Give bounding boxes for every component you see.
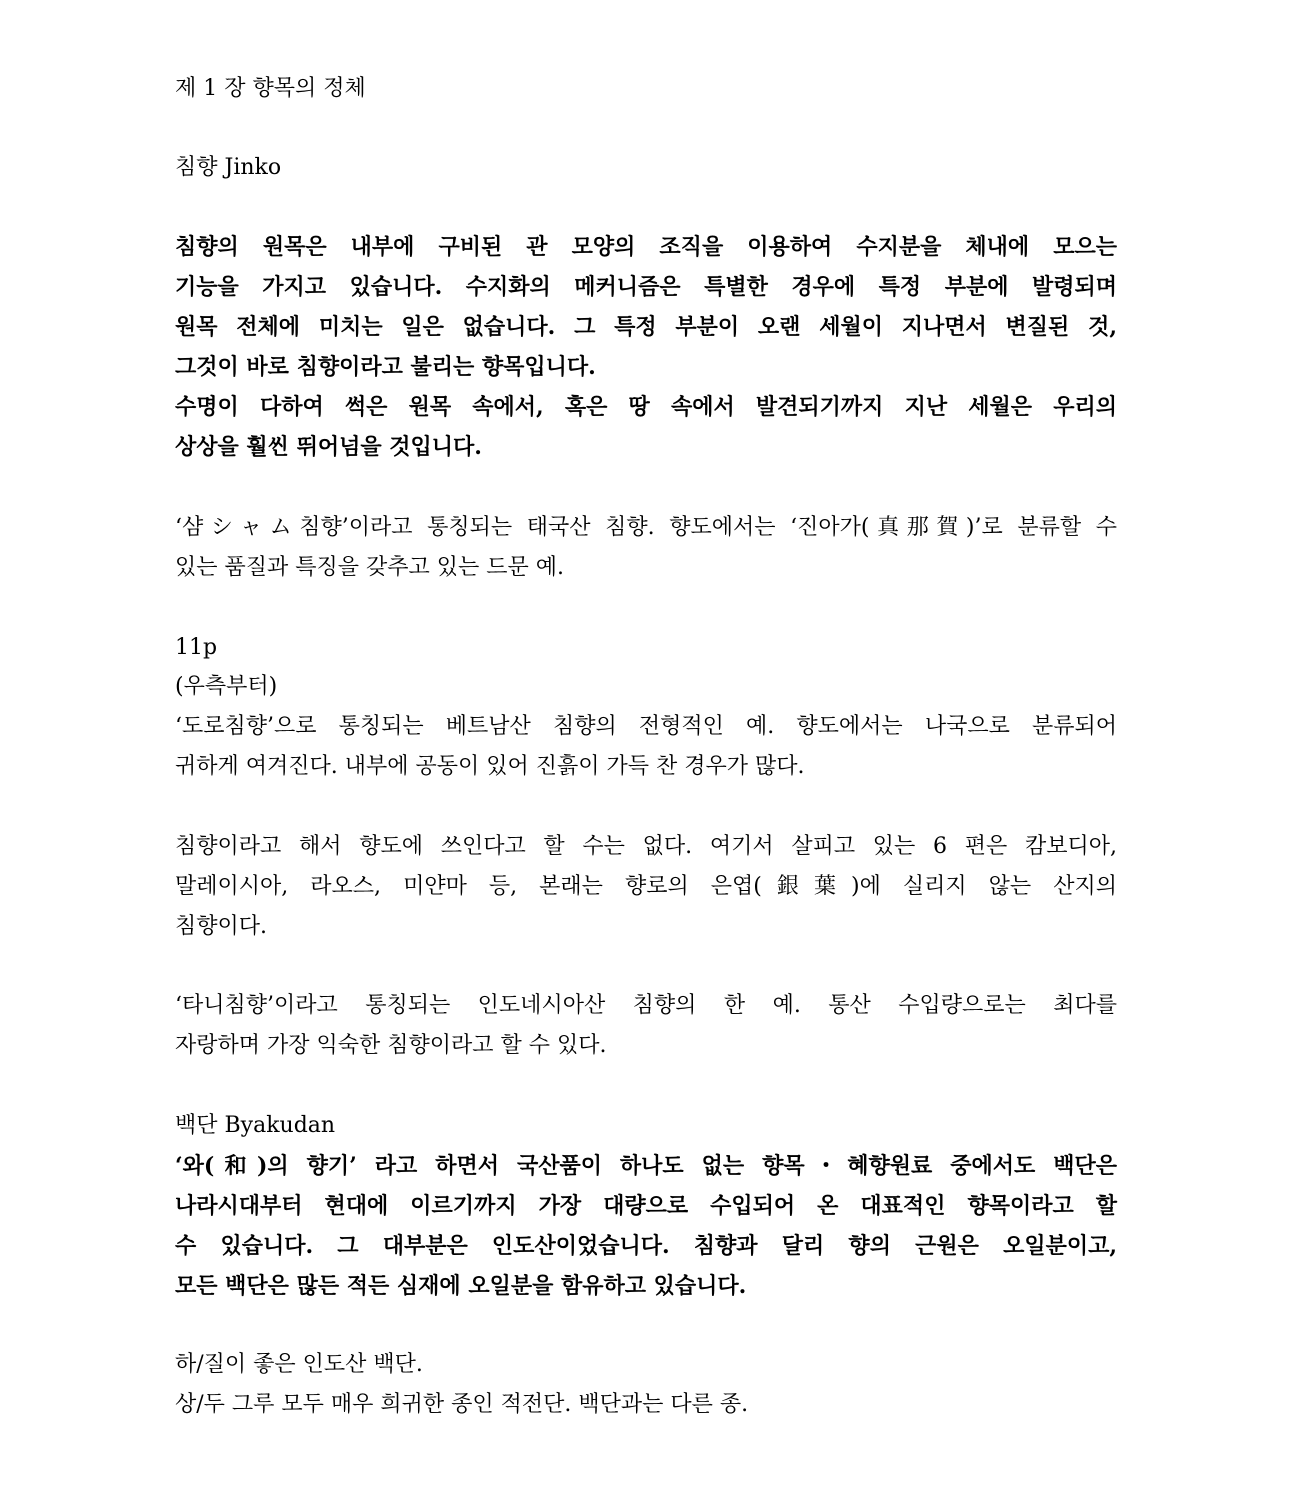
paragraph-line: 그것이 바로 침향이라고 불리는 향목입니다. (175, 354, 596, 380)
page-reference: 11p (175, 635, 218, 660)
paragraph-line: 기능을 가지고 있습니다. 수지화의 메커니즘은 특별한 경우에 특정 부분에 발령되며 (175, 274, 1117, 300)
chapter-title: 제 1 장 향목의 정체 (175, 76, 366, 101)
jinko-heading: 침향 Jinko (175, 155, 282, 180)
order-note: (우측부터) (175, 674, 278, 699)
paragraph-line: 모든 백단은 많든 적든 심재에 오일분을 함유하고 있습니다. (175, 1273, 747, 1299)
byakudan-heading: 백단 Byakudan (175, 1113, 336, 1138)
paragraph-line: 귀하게 여겨진다. 내부에 공동이 있어 진흙이 가득 찬 경우가 많다. (175, 754, 805, 779)
paragraph-line: 상상을 훨씬 뛰어넘을 것입니다. (175, 434, 482, 460)
paragraph-line: ‘샴シャム침향’이라고 통칭되는 태국산 침향. 향도에서는 ‘진아가(真那賀)’로 분류할 수 (175, 515, 1117, 540)
paragraph-line: 침향이라고 해서 향도에 쓰인다고 할 수는 없다. 여기서 살피고 있는 6 편은 캄보디아, (175, 834, 1117, 859)
paragraph-line: 말레이시아, 라오스, 미얀마 등, 본래는 향로의 은엽(銀葉)에 실리지 않는 산지의 (175, 874, 1117, 899)
paragraph-line: 나라시대부터 현대에 이르기까지 가장 대량으로 수입되어 온 대표적인 향목이라고 할 (175, 1193, 1117, 1219)
caption-line: 하/질이 좋은 인도산 백단. (175, 1352, 423, 1377)
paragraph-line: 수 있습니다. 그 대부분은 인도산이었습니다. 침향과 달리 향의 근원은 오일분이고, (175, 1233, 1117, 1259)
caption-line: 상/두 그루 모두 매우 희귀한 종인 적전단. 백단과는 다른 종. (175, 1392, 749, 1417)
paragraph-line: ‘도로침향’으로 통칭되는 베트남산 침향의 전형적인 예. 향도에서는 나국으로 분류되어 (175, 714, 1117, 739)
paragraph-line: 수명이 다하여 썩은 원목 속에서, 혹은 땅 속에서 발견되기까지 지난 세월은 우리의 (175, 394, 1117, 420)
paragraph-line: 있는 품질과 특징을 갖추고 있는 드문 예. (175, 555, 564, 580)
paragraph-line: ‘타니침향’이라고 통칭되는 인도네시아산 침향의 한 예. 통산 수입량으로는 최다를 (175, 993, 1117, 1018)
paragraph-line: 침향의 원목은 내부에 구비된 관 모양의 조직을 이용하여 수지분을 체내에 모으는 (175, 234, 1117, 260)
paragraph-line: ‘와(和)의 향기’ 라고 하면서 국산품이 하나도 없는 향목・혜향원료 중에서도 백단은 (175, 1153, 1117, 1179)
paragraph-line: 원목 전체에 미치는 일은 없습니다. 그 특정 부분이 오랜 세월이 지나면서 변질된 것, (175, 314, 1117, 340)
paragraph-line: 침향이다. (175, 914, 268, 939)
paragraph-line: 자랑하며 가장 익숙한 침향이라고 할 수 있다. (175, 1033, 607, 1058)
